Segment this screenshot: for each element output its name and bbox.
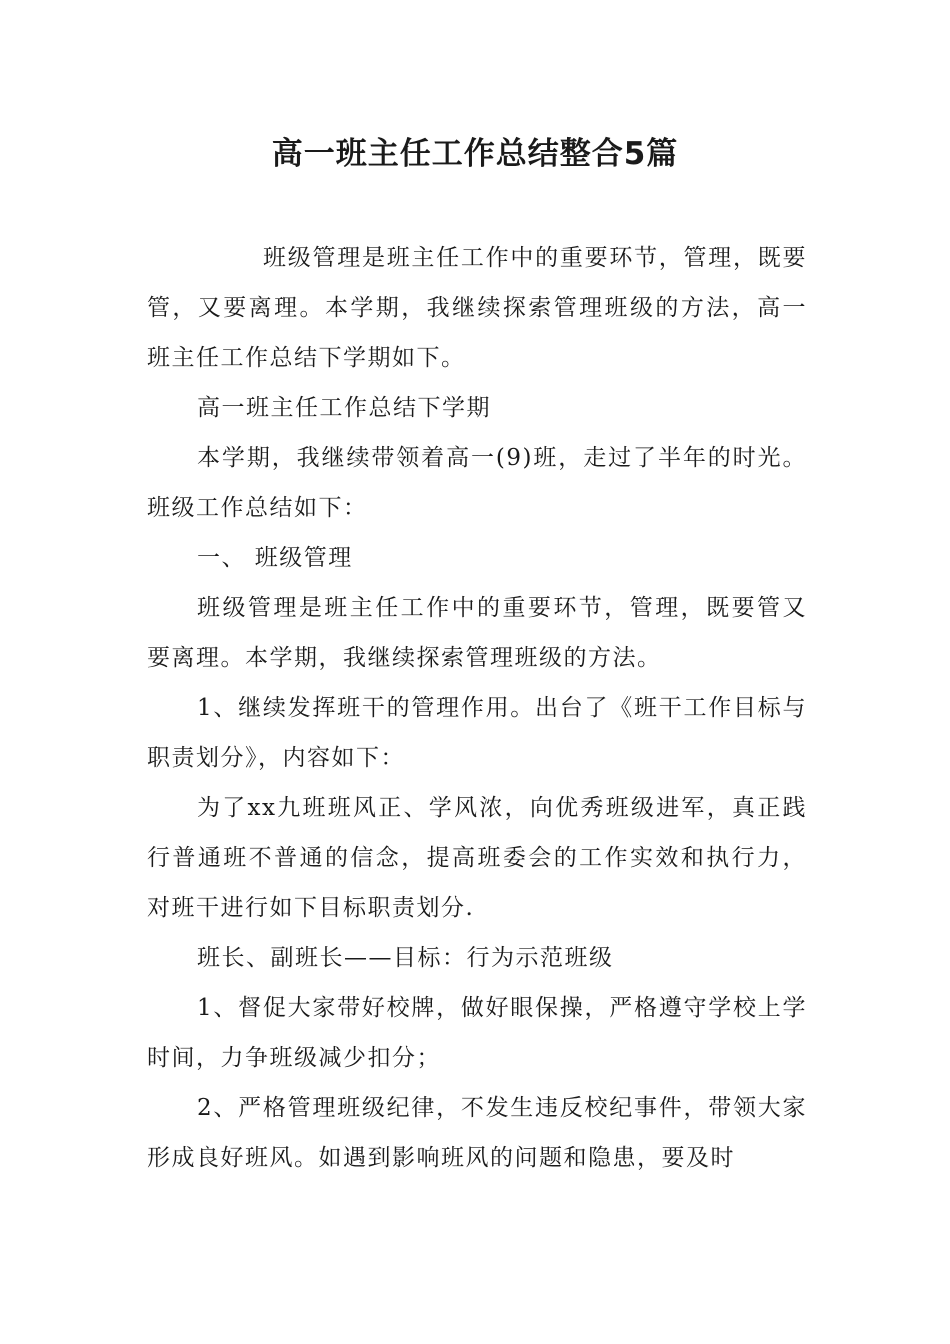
paragraph-item-1: 1、继续发挥班干的管理作用。出台了《班干工作目标与职责划分》，内容如下： [147, 695, 807, 771]
paragraph-subtitle: 高一班主任工作总结下学期 [197, 395, 491, 421]
paragraph-monitor-goal: 班长、副班长——目标：行为示范班级 [197, 945, 614, 971]
paragraph-goal: 为了xx九班班风正、学风浓，向优秀班级进军，真正践行普通班不普通的信念，提高班委会的工作实效和执行力，对班干进行如下目标职责划分. [147, 795, 807, 921]
document-body [147, 233, 807, 1183]
section-heading-class-management: 一、 班级管理 [197, 545, 353, 571]
paragraph-overview: 本学期，我继续带领着高一(9)班，走过了半年的时光。班级工作总结如下： [147, 445, 807, 521]
paragraph-duty-2: 2、严格管理班级纪律，不发生违反校纪事件，带领大家形成良好班风。如遇到影响班风的问题和隐患，要及时 [147, 1095, 807, 1171]
paragraph-management: 班级管理是班主任工作中的重要环节，管理，既要管又要离理。本学期，我继续探索管理班级的方法。 [147, 595, 807, 671]
paragraph-duty-1: 1、督促大家带好校牌，做好眼保操，严格遵守学校上学时间，力争班级减少扣分； [147, 995, 807, 1071]
document-title: 高一班主任工作总结整合5篇 [271, 136, 679, 172]
paragraph-intro: 班级管理是班主任工作中的重要环节，管理，既要管，又要离理。本学期，我继续探索管理班级的方法，高一班主任工作总结下学期如下。 [147, 245, 807, 371]
